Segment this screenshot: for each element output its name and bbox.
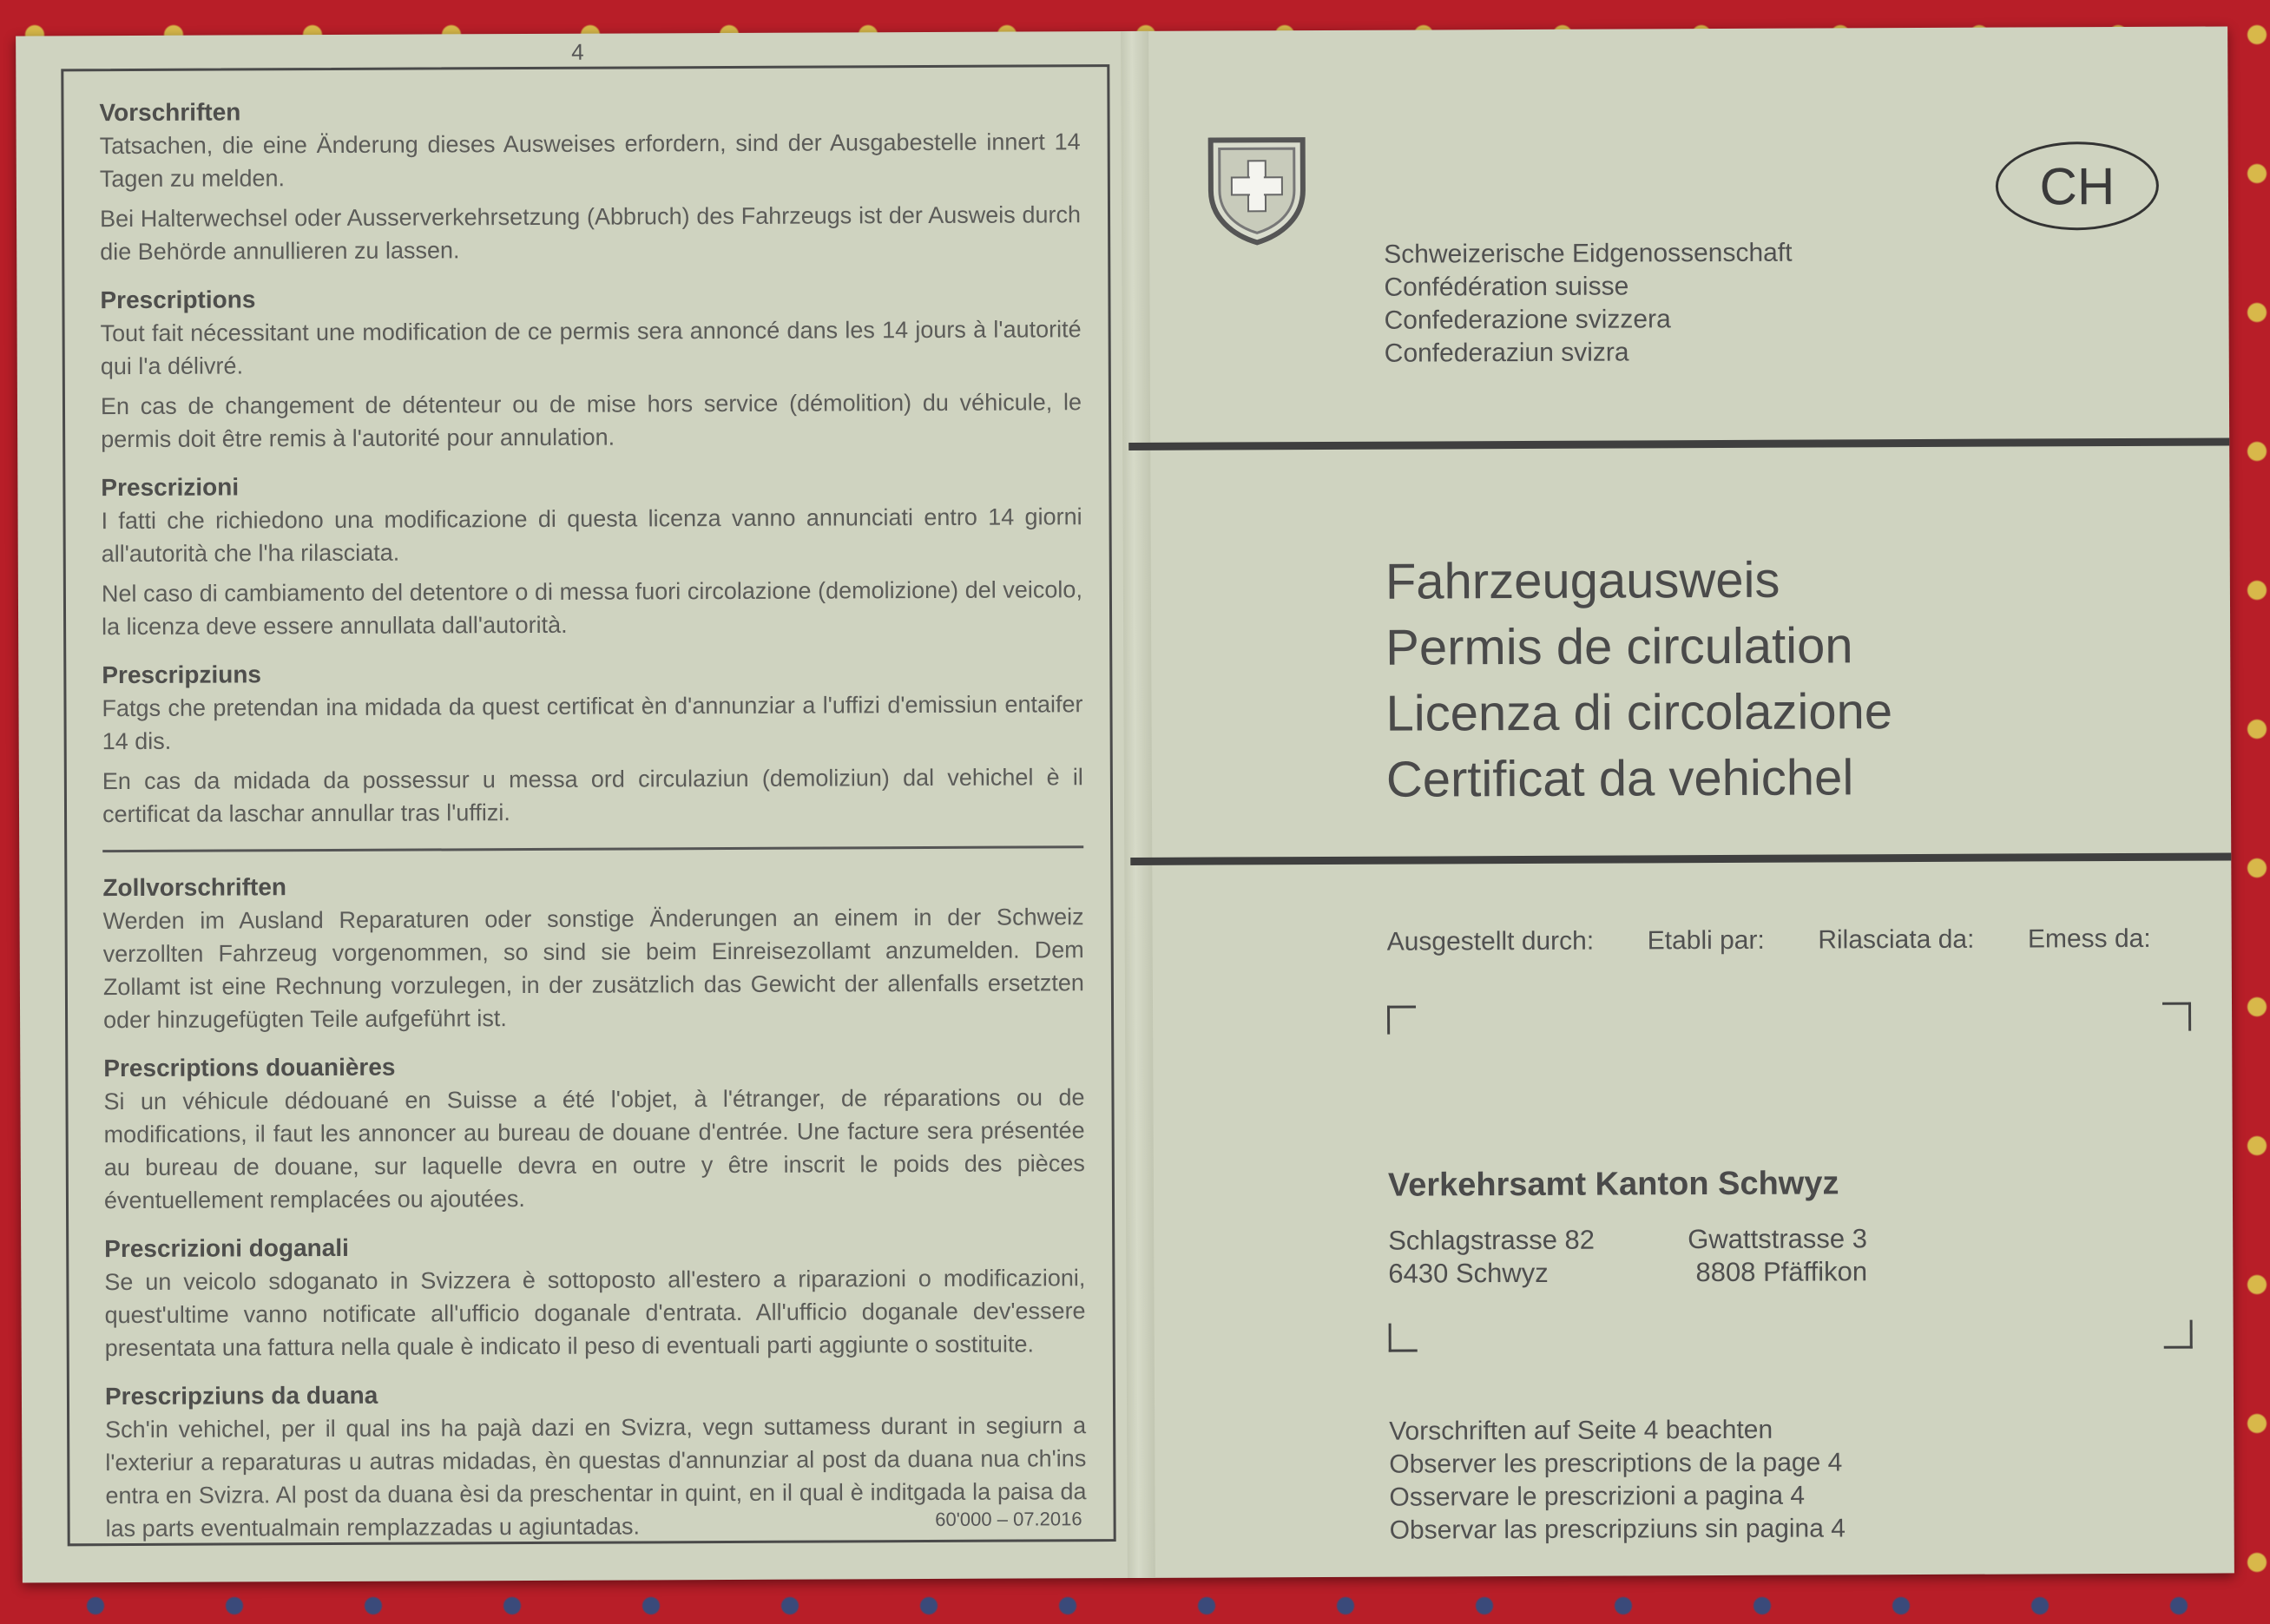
section-paragraph: Fatgs che pretendan ina midada da quest certificat èn d'annunziar a l'uffizi d'emissiun entaifer 14 dis. <box>102 691 1083 755</box>
left-page-content <box>99 92 1086 1552</box>
confederation-line: Confederazione svizzera <box>1384 305 1671 335</box>
address-schwyz <box>1388 1224 1595 1291</box>
address-line: Schlagstrasse 82 <box>1388 1224 1596 1256</box>
section-paragraph: Nel caso di cambiamento del detentore o di messa fuori circolazione (demolizione) del veicolo, la licenza deve essere annullata dall'autorità. <box>101 576 1082 641</box>
section-paragraph: Bei Halterwechsel oder Ausserverkehrsetzung (Abbruch) des Fahrzeugs ist der Ausweis durch die Behörde annullieren zu lassen. <box>99 201 1082 266</box>
customs-sections <box>102 867 1086 1545</box>
section-divider <box>102 845 1083 852</box>
address-box-corner <box>2164 1320 2193 1349</box>
section-paragraph: Werden im Ausland Reparaturen oder sonstige Änderungen an einem in der Schweiz verzollten Fahrzeug vorgenommen, so sind sie beim Einreisezollamt anzumelden. Dem Zollamt ist eine Rechnung vorzulegen, in der zusätzlich das Gewicht der allenfalls ersetzten oder hinzugefügten Teile aufgeführt ist. <box>102 904 1084 1034</box>
issued-by-label: Ausgestellt durch: <box>1386 926 1595 957</box>
section-paragraph: En cas de changement de détenteur ou de mise hors service (démolition) du véhicule, le permis doit être remis à l'autorité pour annulation. <box>100 389 1082 453</box>
address-box-corner <box>2162 1003 2191 1031</box>
vehicle-registration-document <box>16 26 2234 1582</box>
regulations-sections <box>99 92 1083 831</box>
section-title: Prescripziuns da duana <box>104 1381 378 1410</box>
address-box-corner <box>1389 1324 1418 1352</box>
address-pfaeffikon <box>1688 1222 1867 1289</box>
document-title: Fahrzeugausweis <box>1385 551 1780 610</box>
section-title: Prescrizioni doganali <box>104 1233 349 1263</box>
note-line: Vorschriften auf Seite 4 beachten <box>1389 1415 1773 1446</box>
address-line: Gwattstrasse 3 <box>1688 1223 1868 1255</box>
bottom-rule <box>1130 852 2231 865</box>
confederation-names <box>1384 237 1793 371</box>
section-title: Vorschriften <box>99 98 241 127</box>
confederation-line: Schweizerische Eidgenossenschaft <box>1384 238 1793 269</box>
swiss-cross-shield-icon <box>1206 135 1309 251</box>
top-rule <box>1128 437 2229 450</box>
document-title: Permis de circulation <box>1385 617 1853 676</box>
confederation-line: Confédération suisse <box>1384 272 1629 302</box>
note-line: Observer les prescriptions de la page 4 <box>1389 1448 1843 1479</box>
note-line: Osservare le prescrizioni a pagina 4 <box>1389 1481 1806 1512</box>
issued-by-label: Etabli par: <box>1647 925 1765 956</box>
address-box-corner <box>1387 1006 1416 1035</box>
address-line: 6430 Schwyz <box>1388 1257 1549 1289</box>
country-code-badge: CH <box>1996 141 2159 231</box>
section-paragraph: En cas da midada da possessur u messa ord circulaziun (demoliziun) dal vehichel è il certificat da laschar annullar tras l'uffizi. <box>102 764 1083 828</box>
section-title: Zollvorschriften <box>102 873 287 902</box>
section-title: Prescriptions douanières <box>103 1053 396 1082</box>
document-title: Certificat da vehichel <box>1385 749 1854 808</box>
section-paragraph: Se un veicolo sdoganato in Svizzera è sottoposto all'estero a riparazioni o modificazioni, quest'ultime vanno notificate all'ufficio doganale d'entrata. All'ufficio doganale dev'essere presentata una fattura nella quale è indicato il peso di eventuali parti aggiunte o sostituite. <box>104 1265 1086 1362</box>
page-number: 4 <box>571 38 584 65</box>
regulations-notes <box>1389 1413 1846 1547</box>
section-paragraph: Tout fait nécessitant une modification de ce permis sera annoncé dans les 14 jours à l'autorité qui l'a délivré. <box>100 316 1082 380</box>
issued-by-labels <box>1387 924 2151 957</box>
print-code: 60'000 – 07.2016 <box>935 1508 1082 1530</box>
document-title: Licenza di circolazione <box>1385 683 1893 742</box>
confederation-line: Confederaziun svizra <box>1384 338 1629 368</box>
issuing-authority: Verkehrsamt Kanton Schwyz <box>1387 1165 1839 1204</box>
section-paragraph: Si un véhicule dédouané en Suisse a été l'objet, à l'étranger, de réparations ou de modifications, il faut les annoncer au bureau de douane d'entrée. Une facture sera présentée au bureau de douane, sur laquelle devra en outre y être inscrit le poids des pièces éventuellement remplacées ou ajoutées. <box>103 1084 1085 1214</box>
issued-by-label: Emess da: <box>2027 924 2151 954</box>
section-paragraph: Sch'in vehichel, per il qual ins ha pajà dazi en Svizra, vegn suttamess durant in segiurn a l'exteriur a reparaturas u autras midadas, èn questas d'annunziar al post da duana nua ch'ins entra en Svizra. Al post da duana èsi da preschentar in quint, en il qual è inditgada la paisa da las parts eventualmain remplazzadas u agiuntadas. <box>105 1412 1087 1542</box>
section-title: Prescripziuns <box>102 661 262 689</box>
note-line: Observar las prescripziuns sin pagina 4 <box>1389 1514 1846 1545</box>
document-titles <box>1385 547 1893 813</box>
section-title: Prescriptions <box>100 286 256 314</box>
section-paragraph: I fatti che richiedono una modificazione di questa licenza vanno annunciati entro 14 giorni all'autorità che l'ha rilasciata. <box>101 503 1082 568</box>
section-paragraph: Tatsachen, die eine Änderung dieses Ausweises erfordern, sind der Ausgabestelle innert 14 Tagen zu melden. <box>99 128 1081 193</box>
section-title: Prescrizioni <box>101 473 240 502</box>
center-fold <box>1121 31 1155 1578</box>
issued-by-label: Rilasciata da: <box>1818 924 1975 955</box>
address-line: 8808 Pfäffikon <box>1695 1256 1868 1288</box>
